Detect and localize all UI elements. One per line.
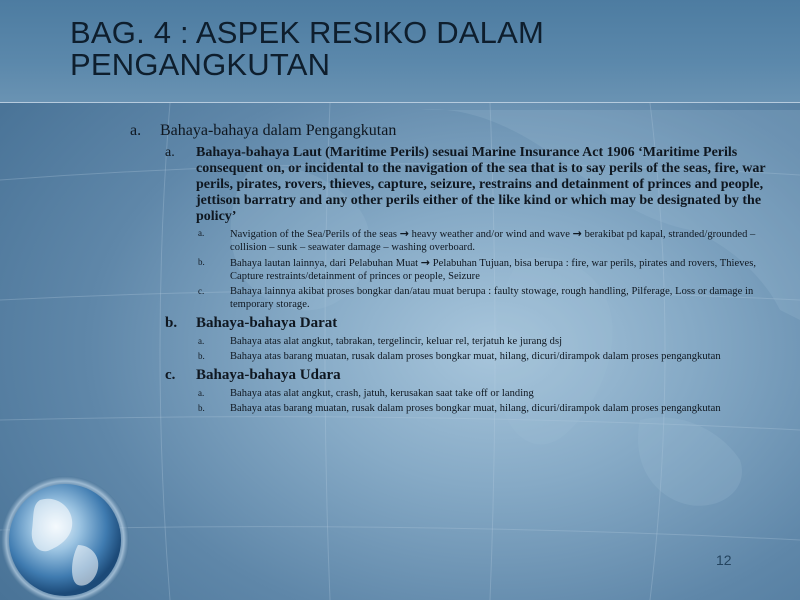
section-label: Bahaya-bahaya dalam Pengangkutan bbox=[160, 122, 397, 139]
list-item bbox=[198, 387, 780, 400]
item-text: Bahaya lainnya akibat proses bongkar dan/atau muat berupa : faulty stowage, rough handling, Pilferage, Loss or damage in temporary storage. bbox=[230, 286, 754, 310]
section-marker: a. bbox=[130, 122, 142, 139]
page-number: 12 bbox=[716, 552, 732, 568]
subsection-udara-label: Bahaya-bahaya Udara bbox=[196, 367, 341, 383]
item-marker: b. bbox=[198, 257, 205, 267]
list-item bbox=[198, 256, 780, 283]
subsection-darat-label: Bahaya-bahaya Darat bbox=[196, 315, 338, 331]
item-text-part: Navigation of the Sea/Perils of the seas bbox=[230, 229, 400, 240]
item-text: Bahaya atas barang muatan, rusak dalam proses bongkar muat, hilang, dicuri/dirampok dalam proses pengangkutan bbox=[230, 351, 721, 362]
list-item bbox=[198, 227, 780, 254]
item-text bbox=[230, 227, 778, 254]
item-marker: a. bbox=[198, 336, 205, 346]
slide-content bbox=[130, 121, 780, 415]
subsection-udara bbox=[165, 366, 780, 385]
item-text-part: Bahaya lautan lainnya, dari Pelabuhan Muat bbox=[230, 258, 421, 269]
subsection-laut-text: Bahaya-bahaya Laut (Maritime Perils) sesuai Marine Insurance Act 1906 ‘Maritime Perils consequent on, or incidental to the navigation of the sea that is to say perils of the seas, fire, war perils, pirates, rovers, thieves, capture, seizure, restrains and detainment of princes and people, jettison barratry and any other perils either of the like kind or which may be designated by the policy’ bbox=[196, 145, 766, 224]
item-text-part: heavy weather and/or wind and wave bbox=[409, 229, 573, 240]
item-text: Bahaya atas alat angkut, tabrakan, tergelincir, keluar rel, terjatuh ke jurang dsj bbox=[230, 336, 563, 347]
section-heading-a bbox=[130, 121, 780, 141]
subsection-marker: a. bbox=[165, 145, 175, 160]
list-item bbox=[198, 285, 780, 311]
subsection-marker: c. bbox=[165, 367, 176, 383]
arrow-right-icon: → bbox=[420, 256, 431, 269]
title-divider bbox=[0, 102, 800, 103]
subsection-darat bbox=[165, 314, 780, 333]
item-text-part: berakibat pd kapal, stranded/grounded – collision – sunk – seawater damage – washing overboard. bbox=[230, 229, 756, 253]
item-text: Bahaya atas alat angkut, crash, jatuh, kerusakan saat take off or landing bbox=[230, 388, 534, 399]
list-item bbox=[198, 335, 780, 348]
item-marker: a. bbox=[198, 388, 205, 398]
item-marker: b. bbox=[198, 403, 205, 413]
slide-title bbox=[70, 17, 544, 81]
list-item bbox=[198, 350, 780, 363]
arrow-right-icon: → bbox=[572, 227, 582, 240]
item-text bbox=[230, 256, 778, 283]
title-line-1: BAG. 4 : ASPEK RESIKO DALAM bbox=[70, 15, 545, 50]
title-line-2: PENGANGKUTAN bbox=[70, 47, 331, 82]
subsection-marker: b. bbox=[165, 315, 178, 331]
subsection-laut bbox=[165, 145, 780, 225]
item-marker: b. bbox=[198, 351, 205, 361]
item-text-part: Pelabuhan Tujuan, bisa berupa : fire, war perils, pirates and rovers, Thieves, Capture restraints/detainment of princes or people, Seizure bbox=[230, 258, 757, 282]
item-text: Bahaya atas barang muatan, rusak dalam proses bongkar muat, hilang, dicuri/dirampok dalam proses pengangkutan bbox=[230, 403, 721, 414]
item-marker: a. bbox=[198, 228, 205, 238]
list-item bbox=[198, 402, 780, 415]
arrow-right-icon: → bbox=[399, 227, 409, 240]
item-marker: c. bbox=[198, 286, 205, 296]
